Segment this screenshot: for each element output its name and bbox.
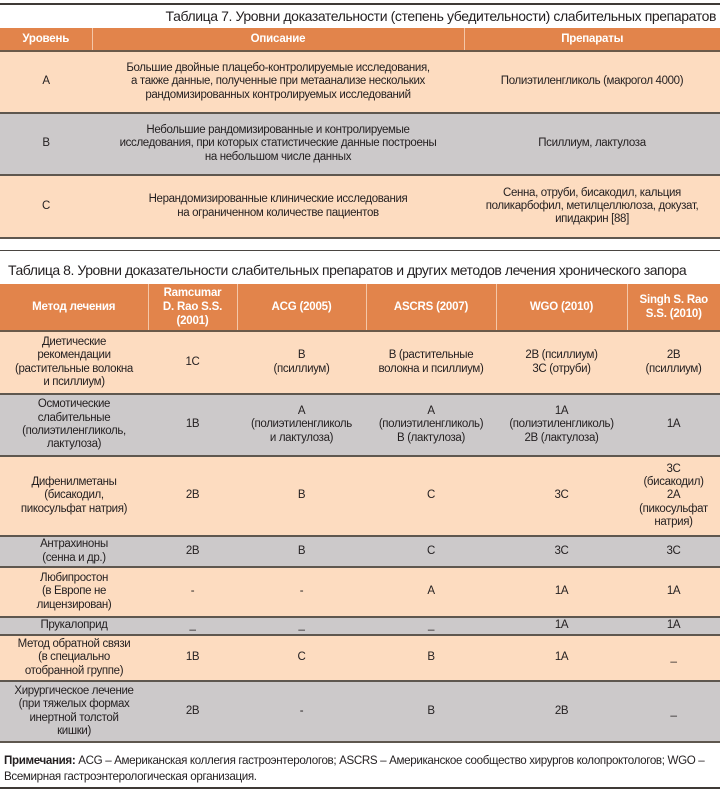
cell-line: 1A	[554, 651, 569, 664]
cell-line: (сенна и др.)	[42, 551, 106, 564]
wgo-cell	[496, 617, 627, 635]
wgo-cell	[496, 536, 627, 567]
drugs-cell	[464, 175, 720, 238]
wgo-cell	[496, 681, 627, 742]
cell-line: а также данные, полученные при метаанализе нескольких	[131, 75, 425, 88]
ascrs-cell	[366, 394, 496, 456]
cell-line: и псиллиум)	[43, 375, 105, 388]
level-cell: C	[0, 175, 92, 238]
wgo-cell	[496, 567, 627, 617]
table8-title: Таблица 8. Уровни доказательности слабительных препаратов и других методов лечения хронического запора	[8, 262, 687, 278]
cell-line: 1A	[666, 418, 681, 431]
cell-line: 1B	[185, 418, 200, 431]
cell-line: _	[189, 619, 196, 632]
acg-cell	[237, 331, 366, 394]
cell-line: _	[670, 704, 677, 717]
method-cell	[0, 567, 148, 617]
cell-line: C	[297, 651, 306, 664]
table7-row	[0, 113, 720, 175]
singh-cell	[627, 394, 720, 456]
ramcumar-cell	[148, 617, 237, 635]
acg-cell	[237, 536, 366, 567]
cell-line: 3C	[666, 462, 681, 475]
cell-line: Метод лечения	[32, 301, 116, 313]
cell-line: рандомизированных контролируемых исследований	[145, 88, 411, 101]
top-rule	[0, 3, 720, 5]
acg-cell	[237, 681, 366, 742]
cell-line: 2B	[185, 544, 200, 557]
notes-label: Примечания:	[4, 754, 76, 767]
cell-line: (псиллиум)	[273, 362, 330, 375]
cell-line: 2B	[185, 704, 200, 717]
cell-line: B (растительные	[388, 349, 474, 362]
table8-header-row	[0, 284, 720, 331]
method-cell	[0, 456, 148, 536]
cell-line: 1B	[185, 651, 200, 664]
cell-line: (при тяжелых формах	[18, 698, 130, 711]
cell-line: (бисакодил)	[643, 476, 704, 489]
singh-cell	[627, 331, 720, 394]
cell-line: 1C	[185, 355, 200, 368]
cell-line: B	[297, 544, 306, 557]
cell-line: 3C	[554, 544, 569, 557]
cell-line: 2B (псиллиум)	[525, 349, 598, 362]
table7-header-drugs: Препараты	[464, 28, 720, 51]
cell-line: A	[427, 585, 435, 598]
acg-cell	[237, 617, 366, 635]
table8	[0, 284, 720, 743]
cell-line: (2001)	[176, 315, 209, 327]
cell-line: Небольшие рандомизированные и контролируемые	[146, 124, 410, 137]
wgo-cell	[496, 331, 627, 394]
table8-row	[0, 536, 720, 567]
cell-line: Хирургическое лечение	[14, 684, 134, 697]
singh-cell	[627, 617, 720, 635]
ascrs-cell	[366, 617, 496, 635]
cell-line: C	[427, 489, 435, 502]
ascrs-cell	[366, 635, 496, 681]
cell-line: отобранной группе)	[24, 664, 124, 677]
singh-cell	[627, 681, 720, 742]
table8-row	[0, 456, 720, 536]
table7	[0, 28, 720, 239]
cell-line: (полиэтиленгликоль)	[378, 418, 484, 431]
ramcumar-cell	[148, 567, 237, 617]
table7-title: Таблица 7. Уровни доказательности (степень убедительности) слабительных препаратов	[165, 8, 716, 24]
table8-row	[0, 394, 720, 456]
cell-line: Антрахиноны	[40, 538, 108, 551]
table8-notes	[0, 753, 720, 785]
cell-line: рекомендации	[37, 349, 111, 362]
cell-line: B	[297, 489, 306, 502]
ascrs-cell	[366, 536, 496, 567]
ramcumar-cell	[148, 456, 237, 536]
ascrs-cell	[366, 567, 496, 617]
singh-cell	[627, 456, 720, 536]
cell-line: (бисакодил,	[44, 489, 104, 502]
cell-line: Большие двойные плацебо-контролируемые исследования,	[126, 62, 430, 75]
cell-line: поликарбофил, метилцеллюлоза, докузат,	[485, 199, 699, 212]
cell-line: S.S. (2010)	[645, 308, 702, 320]
cell-line: 1A	[554, 585, 569, 598]
cell-line: (полиэтиленгликоль,	[22, 425, 126, 437]
cell-line: 3C (отруби)	[532, 362, 591, 375]
singh-cell	[627, 635, 720, 681]
cell-line: на ограниченном количестве пациентов	[177, 206, 379, 219]
table8-header-wgo	[496, 284, 627, 331]
cell-line: WGO (2010)	[529, 301, 594, 313]
wgo-cell	[496, 635, 627, 681]
ascrs-cell	[366, 331, 496, 394]
cell-line: 1A	[554, 619, 569, 632]
wgo-cell	[496, 456, 627, 536]
table7-row	[0, 175, 720, 238]
cell-line: ASCRS (2007)	[393, 301, 469, 313]
cell-line: B	[427, 651, 435, 664]
cell-line: лицензирован)	[36, 598, 112, 611]
notes-text: ACG – Американская коллегия гастроэнтерологов; ASCRS – Американское сообщество хирургов колопроктологов; WGO – Всемирная гастроэнтерологическая организация.	[4, 754, 705, 783]
table8-header-ascrs	[366, 284, 496, 331]
cell-line: 2B	[666, 349, 681, 362]
cell-line: инертной толстой	[29, 711, 119, 724]
method-cell	[0, 331, 148, 394]
cell-line: Псиллиум, лактулоза	[538, 137, 646, 150]
cell-line: 2A	[666, 489, 681, 502]
drugs-cell	[464, 113, 720, 175]
cell-line: волокна и псиллиум)	[378, 362, 484, 375]
cell-line: C	[427, 544, 435, 557]
acg-cell	[237, 567, 366, 617]
cell-line: Дифенилметаны	[31, 476, 117, 489]
cell-line: Полиэтиленгликоль (макрогол 4000)	[500, 75, 684, 88]
method-cell	[0, 536, 148, 567]
table8-row	[0, 681, 720, 742]
cell-line: Диетические	[41, 335, 107, 348]
cell-line: (псиллиум)	[645, 362, 702, 375]
cell-line: Любипростон	[40, 572, 108, 585]
level-cell: B	[0, 113, 92, 175]
cell-line: слабительные	[37, 411, 111, 424]
ascrs-cell	[366, 681, 496, 742]
table8-row	[0, 331, 720, 394]
table8-header-method	[0, 284, 148, 331]
cell-line: Осмотические	[37, 398, 111, 411]
cell-line: кишки)	[57, 724, 91, 737]
table7-header-level: Уровень	[0, 28, 92, 51]
cell-line: Сенна, отруби, бисакодил, кальция	[503, 186, 681, 199]
cell-line: 3C	[554, 489, 569, 502]
cell-line: B	[427, 704, 435, 717]
cell-line: на небольшом числе данных	[204, 150, 352, 163]
table7-header-description: Описание	[92, 28, 464, 51]
ramcumar-cell	[148, 635, 237, 681]
ramcumar-cell	[148, 331, 237, 394]
cell-line: 3C	[666, 544, 681, 557]
cell-line: (растительные волокна	[15, 362, 133, 375]
cell-line: лактулоза)	[46, 438, 102, 451]
section-divider	[0, 250, 720, 251]
cell-line: Нерандомизированные клинические исследования	[148, 193, 408, 206]
cell-line: _	[298, 619, 305, 632]
singh-cell	[627, 536, 720, 567]
cell-line: Прукалоприд	[40, 619, 108, 632]
description-cell	[92, 175, 464, 238]
cell-line: натрия)	[654, 515, 693, 528]
level-cell: A	[0, 51, 92, 113]
table7-row	[0, 51, 720, 113]
cell-line: (полиэтиленгликоль	[251, 418, 352, 431]
singh-cell	[627, 567, 720, 617]
table7-header-row	[0, 28, 720, 51]
cell-line: 2B (лактулоза)	[524, 431, 599, 444]
cell-line: (в Европе не	[41, 585, 107, 598]
wgo-cell	[496, 394, 627, 456]
table8-row	[0, 567, 720, 617]
ramcumar-cell	[148, 394, 237, 456]
ramcumar-cell	[148, 536, 237, 567]
table8-header-acg	[237, 284, 366, 331]
drugs-cell	[464, 51, 720, 113]
acg-cell	[237, 456, 366, 536]
cell-line: (пикосульфат	[639, 502, 708, 515]
cell-line: Singh S. Rao	[639, 294, 709, 306]
cell-line: исследования, при которых статистические данные построены	[119, 137, 437, 150]
table8-header-ramcumar	[148, 284, 237, 331]
method-cell	[0, 635, 148, 681]
acg-cell	[237, 635, 366, 681]
cell-line: D. Rao S.S.	[162, 301, 223, 313]
cell-line: -	[299, 585, 304, 598]
description-cell	[92, 51, 464, 113]
cell-line: пикосульфат натрия)	[20, 502, 128, 515]
acg-cell	[237, 394, 366, 456]
cell-line: ACG (2005)	[271, 301, 332, 313]
cell-line: _	[670, 651, 677, 664]
table8-header-singh	[627, 284, 720, 331]
cell-line: -	[190, 585, 195, 598]
cell-line: A	[297, 405, 306, 418]
ascrs-cell	[366, 456, 496, 536]
cell-line: B	[297, 349, 306, 362]
method-cell	[0, 681, 148, 742]
cell-line: 1A	[666, 585, 681, 598]
cell-line: Метод обратной связи	[17, 638, 131, 651]
cell-line: 2B	[554, 704, 569, 717]
bottom-rule	[0, 787, 720, 789]
cell-line: и лактулоза)	[269, 431, 334, 444]
ramcumar-cell	[148, 681, 237, 742]
cell-line: _	[427, 619, 435, 632]
cell-line: 1A	[554, 405, 569, 418]
cell-line: -	[299, 704, 304, 717]
cell-line: A	[427, 405, 435, 418]
table8-row	[0, 635, 720, 681]
cell-line: ипидакрин [88]	[555, 213, 629, 226]
table8-row	[0, 617, 720, 635]
cell-line: B (лактулоза)	[397, 431, 465, 444]
cell-line: 2B	[185, 489, 200, 502]
cell-line: (полиэтиленгликоль)	[509, 418, 614, 431]
method-cell	[0, 394, 148, 456]
cell-line: 1A	[666, 619, 681, 632]
cell-line: (в специально	[38, 651, 110, 664]
cell-line: Ramcumar	[163, 287, 222, 299]
description-cell	[92, 113, 464, 175]
method-cell	[0, 617, 148, 635]
